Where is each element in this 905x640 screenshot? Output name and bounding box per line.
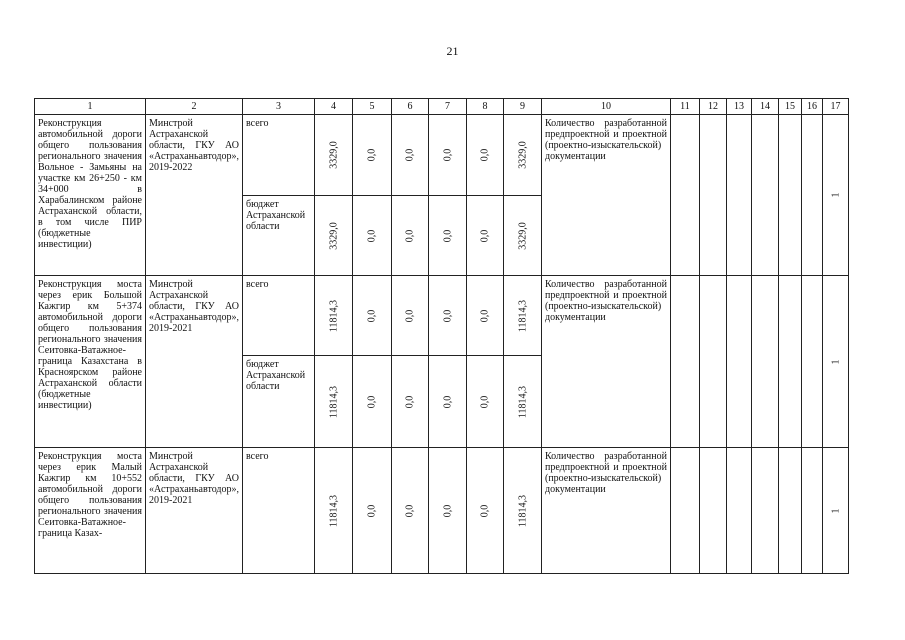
column-number: 2 [146, 99, 243, 115]
empty-cell [779, 448, 802, 574]
funding-source: всего [246, 451, 269, 462]
empty-cell [727, 115, 752, 276]
value-cell [467, 448, 504, 574]
empty-cell [752, 448, 779, 574]
executor-cell [146, 276, 243, 448]
indicator: Количество разработанной предпроектной и проектной (проектно-изыскательской) документации [545, 451, 667, 495]
indicator-cell [542, 115, 671, 276]
empty-cell [671, 276, 700, 448]
value: 3329,0 [328, 221, 339, 250]
column-number: 1 [35, 99, 146, 115]
value: 0,0 [366, 504, 378, 517]
funding-source-cell [243, 448, 315, 574]
funding-source-cell [243, 276, 315, 356]
value-cell [429, 448, 467, 574]
funding-source-cell [243, 115, 315, 196]
value: 0,0 [442, 148, 453, 162]
project-name: Реконструкция моста через ерик Большой Кажгир км 5+374 автомобильной дороги общего пользования регионального значения Сеитовка-Ватажное-граница Казахстана в Красноярском районе Астраханской области (бюджетные инвестиции) [38, 279, 142, 411]
value-cell [504, 276, 542, 356]
column-number: 7 [429, 99, 467, 115]
indicator: Количество разработанной предпроектной и проектной (проектно-изыскательской) документации [545, 118, 667, 162]
value: 0,0 [404, 229, 416, 242]
funding-source-cell [243, 356, 315, 448]
value-cell [315, 448, 353, 574]
funding-source: всего [246, 279, 269, 290]
table-row [35, 276, 849, 356]
value-cell [315, 115, 353, 196]
project-name: Реконструкция моста через ерик Малый Кажгир км 10+552 автомобильной дороги общего пользования регионального значения Сеитовка-Ватажное-граница Казах- [38, 451, 142, 539]
column-number: 14 [752, 99, 779, 115]
empty-cell [802, 115, 823, 276]
value-cell [392, 448, 429, 574]
column-number: 8 [467, 99, 504, 115]
page-number: 21 [446, 44, 459, 58]
value: 0,0 [404, 309, 416, 322]
empty-cell [727, 276, 752, 448]
value: 3329,0 [517, 221, 528, 250]
value: 3329,0 [517, 141, 528, 169]
column-number: 4 [315, 99, 353, 115]
value-cell [353, 276, 392, 356]
value: 0,0 [442, 229, 453, 242]
value: 0,0 [442, 395, 453, 408]
indicator-cell [542, 448, 671, 574]
empty-cell [700, 448, 727, 574]
value-cell [392, 356, 429, 448]
value: 3329,0 [328, 141, 339, 169]
value: 11814,3 [517, 385, 528, 418]
col17-value: 1 [830, 359, 841, 364]
value-cell [504, 115, 542, 196]
column-number: 15 [779, 99, 802, 115]
value: 11814,3 [328, 299, 339, 332]
executor: Минстрой Астраханской области, ГКУ АО «Астраханьавтодор», 2019-2021 [149, 451, 240, 506]
empty-cell [700, 115, 727, 276]
col17-cell [823, 276, 849, 448]
indicator: Количество разработанной предпроектной и проектной (проектно-изыскательской) документации [545, 279, 667, 323]
project-name-cell [35, 448, 146, 574]
col17-value: 1 [830, 192, 841, 198]
empty-cell [671, 448, 700, 574]
value-cell [429, 276, 467, 356]
value-cell [315, 276, 353, 356]
value: 11814,3 [517, 299, 528, 332]
col17-cell [823, 448, 849, 574]
executor: Минстрой Астраханской области, ГКУ АО «Астраханьавтодор», 2019-2022 [149, 118, 240, 173]
value: 0,0 [366, 229, 378, 242]
value: 0,0 [442, 504, 453, 517]
column-number: 11 [671, 99, 700, 115]
value-cell [504, 196, 542, 276]
value: 0,0 [479, 148, 491, 162]
column-number: 9 [504, 99, 542, 115]
value-cell [353, 448, 392, 574]
value-cell [504, 356, 542, 448]
program-table [34, 98, 849, 574]
value: 0,0 [479, 395, 491, 408]
empty-cell [671, 115, 700, 276]
project-name-cell [35, 276, 146, 448]
value-cell [392, 276, 429, 356]
column-number: 13 [727, 99, 752, 115]
value: 11814,3 [328, 385, 339, 418]
value-cell [467, 115, 504, 196]
value: 0,0 [366, 395, 378, 408]
project-name-cell [35, 115, 146, 276]
column-number: 3 [243, 99, 315, 115]
value-cell [392, 196, 429, 276]
funding-source: бюджет Астраханской области [246, 359, 306, 392]
value: 0,0 [479, 504, 491, 517]
column-number: 16 [802, 99, 823, 115]
empty-cell [802, 448, 823, 574]
empty-cell [802, 276, 823, 448]
indicator-cell [542, 276, 671, 448]
value-cell [315, 356, 353, 448]
table-row [35, 115, 849, 196]
value: 0,0 [366, 148, 378, 162]
value-cell [429, 196, 467, 276]
project-name: Реконструкция автомобильной дороги общего пользования регионального значения Вольное - Замьяны на участке км 26+250 - км 34+000 в Харабалинском районе Астраханской области, в том числе ПИР (бюджетные инвестиции) [38, 118, 142, 250]
empty-cell [779, 276, 802, 448]
empty-cell [700, 276, 727, 448]
value: 11814,3 [517, 494, 528, 527]
executor-cell [146, 115, 243, 276]
value-cell [429, 115, 467, 196]
value-cell [467, 196, 504, 276]
value-cell [467, 356, 504, 448]
column-number-row [35, 99, 849, 115]
value-cell [315, 196, 353, 276]
empty-cell [752, 276, 779, 448]
column-number: 6 [392, 99, 429, 115]
value: 0,0 [404, 504, 416, 517]
empty-cell [752, 115, 779, 276]
column-number: 10 [542, 99, 671, 115]
column-number: 12 [700, 99, 727, 115]
column-number: 17 [823, 99, 849, 115]
value-cell [353, 115, 392, 196]
col17-cell [823, 115, 849, 276]
funding-source: бюджет Астраханской области [246, 199, 306, 232]
table-row [35, 448, 849, 574]
value: 0,0 [404, 395, 416, 408]
value-cell [467, 276, 504, 356]
value: 0,0 [366, 309, 378, 322]
value: 0,0 [479, 309, 491, 322]
funding-source: всего [246, 118, 269, 129]
executor-cell [146, 448, 243, 574]
executor: Минстрой Астраханской области, ГКУ АО «Астраханьавтодор», 2019-2021 [149, 279, 240, 334]
value: 0,0 [404, 148, 416, 162]
value: 11814,3 [328, 494, 339, 527]
value: 0,0 [479, 229, 491, 242]
empty-cell [779, 115, 802, 276]
value: 0,0 [442, 309, 453, 322]
value-cell [353, 356, 392, 448]
value-cell [392, 115, 429, 196]
funding-source-cell [243, 196, 315, 276]
value-cell [504, 448, 542, 574]
column-number: 5 [353, 99, 392, 115]
empty-cell [727, 448, 752, 574]
value-cell [353, 196, 392, 276]
col17-value: 1 [830, 508, 841, 513]
value-cell [429, 356, 467, 448]
